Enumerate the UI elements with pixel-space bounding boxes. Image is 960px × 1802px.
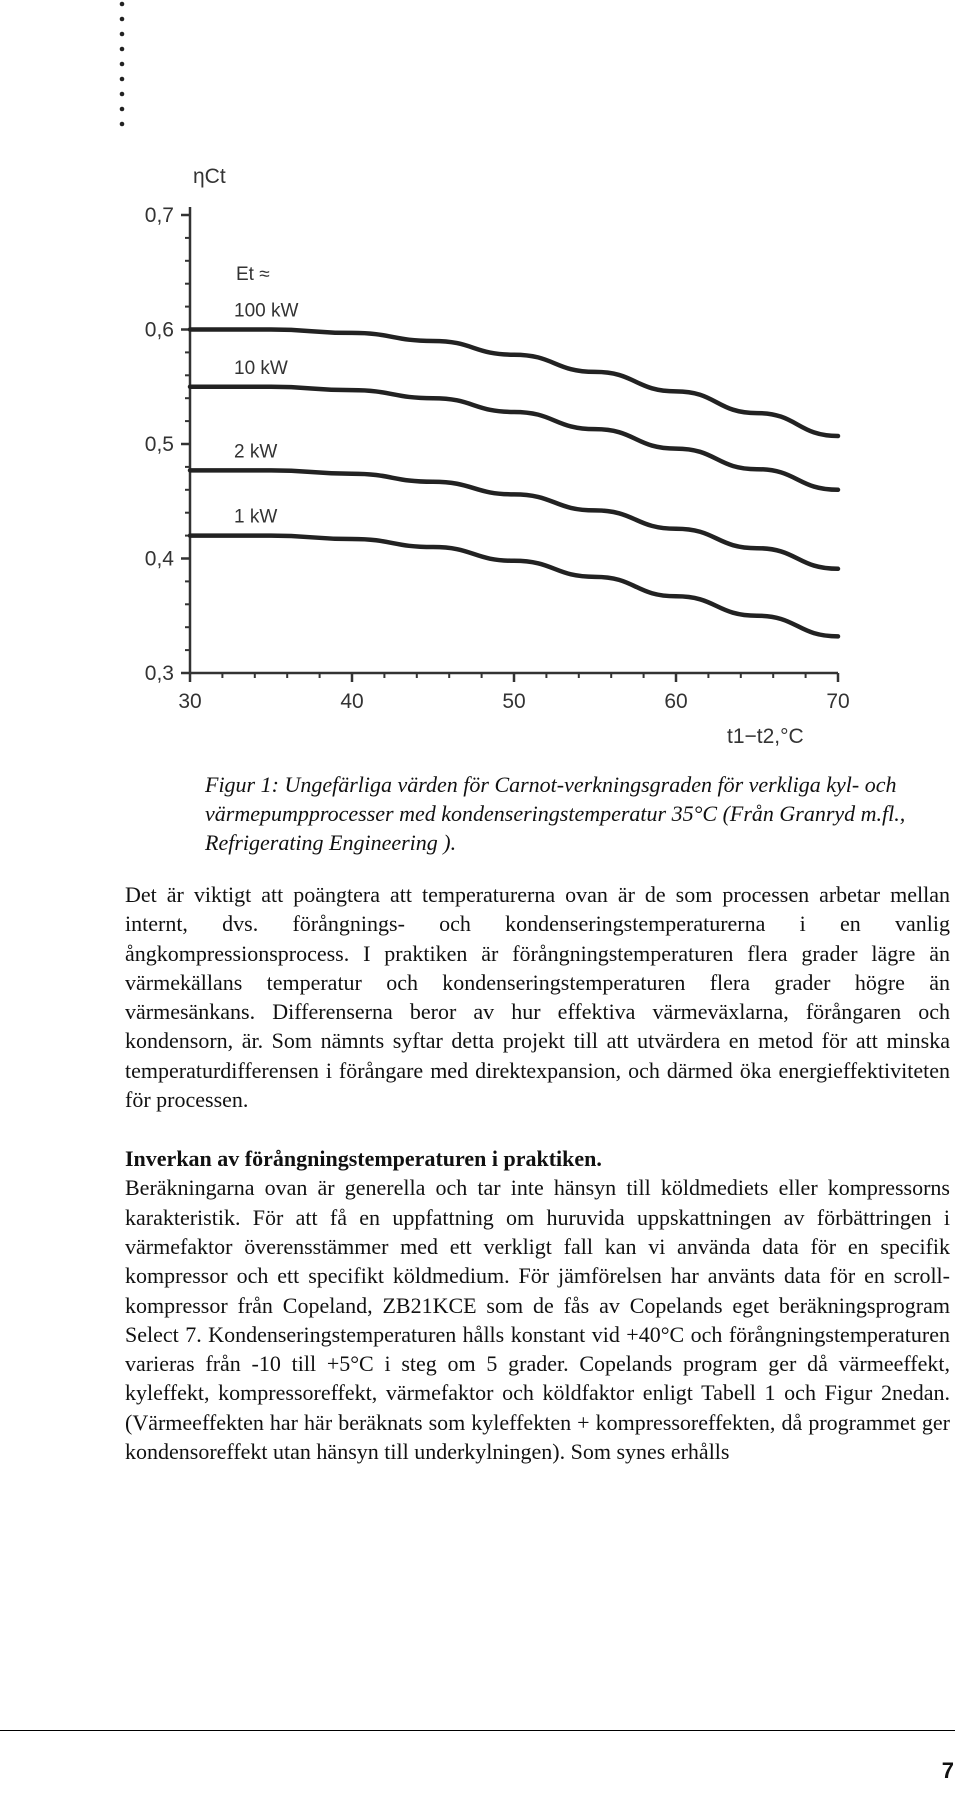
paragraph-2: Beräkningarna ovan är generella och tar inte hänsyn till köldmediets eller kompressorns karakteristik. För att få en uppfattning om huruvida uppskattningen av förbättringen i värmefaktor överensstämmer med ett verkligt fall kan vi använda data för en specifik kompressor och ett specifikt köldmedium. För jämförelsen har använts data för en scroll-kompressor från Copeland, ZB21KCE som de fås av Copelands eget beräkningsprogram Select 7. Kondenseringstemperaturen hålls konstant vid +40°C och förångningstemperaturen varieras från -10 till +5°C i steg om 5 grader. Copelands program ger då värmeeffekt, kyleffekt, kompressoreffekt, värmefaktor och köldfaktor enligt Tabell 1 och Figur 2nedan. (Värmeeffekten har här beräknats som kyleffekten + kompressoreffekten, då programmet ger kondensoreffekt utan hänsyn till underkylningen). Som synes erhålls — [125, 1175, 950, 1465]
series-label: 1 kW — [234, 506, 278, 528]
series-line — [190, 330, 838, 436]
figure-caption: Figur 1: Ungefärliga värden för Carnot-verkningsgraden för verkliga kyl- och värmepumpprocesser med kondenseringstemperatur 35°C (Från Granryd m.fl., Refrigerating Engineering ). — [205, 772, 906, 855]
paragraph-1: Det är viktigt att poängtera att temperaturerna ovan är de som processen arbetar mellan internt, dvs. förångnings- och kondenseringstemperaturerna i en vanlig ångkompressionsprocess. I praktiken är förångningstemperaturen flera grader lägre än värmekällans temperatur och kondenseringstemperaturen flera grader högre än värmesänkans. Differenserna beror av hur effektiva värmeväxlarna, förångaren och kondensorn, är. Som nämnts syftar detta projekt till att utvärdera en metod för att minska temperaturdifferensen i förångare med direktexpansion, och därmed öka energieffektiviteten för processen. — [125, 882, 950, 1113]
x-tick-label: 40 — [340, 690, 364, 713]
legend-title: Et ≈ — [236, 264, 270, 285]
series-label: 10 kW — [234, 357, 288, 379]
x-tick-label: 30 — [178, 690, 202, 713]
y-tick-label: 0,6 — [144, 318, 174, 342]
carnot-efficiency-chart — [0, 150, 960, 760]
dotted-margin-line — [118, 0, 128, 140]
body-text — [125, 880, 950, 1466]
y-axis-label: ηCt — [193, 165, 226, 188]
footer-rule — [0, 1730, 955, 1731]
page-number: 7 — [941, 1758, 954, 1783]
y-tick-label: 0,5 — [144, 433, 174, 456]
series-label: 2 kW — [234, 441, 278, 463]
series-line — [190, 470, 838, 568]
chart-series-group — [190, 301, 838, 637]
y-tick-label: 0,3 — [144, 662, 174, 685]
series-line — [190, 387, 838, 490]
x-tick-label: 60 — [664, 690, 688, 713]
x-tick-label: 70 — [826, 690, 850, 713]
series-line — [190, 536, 838, 637]
series-label: 100 kW — [234, 300, 299, 322]
section-heading: Inverkan av förångningstemperaturen i praktiken. — [125, 1146, 602, 1172]
x-tick-label: 50 — [502, 690, 526, 713]
x-axis-label: t1−t2,°C — [727, 725, 804, 748]
y-tick-label: 0,7 — [144, 204, 174, 227]
y-tick-label: 0,4 — [144, 547, 174, 571]
